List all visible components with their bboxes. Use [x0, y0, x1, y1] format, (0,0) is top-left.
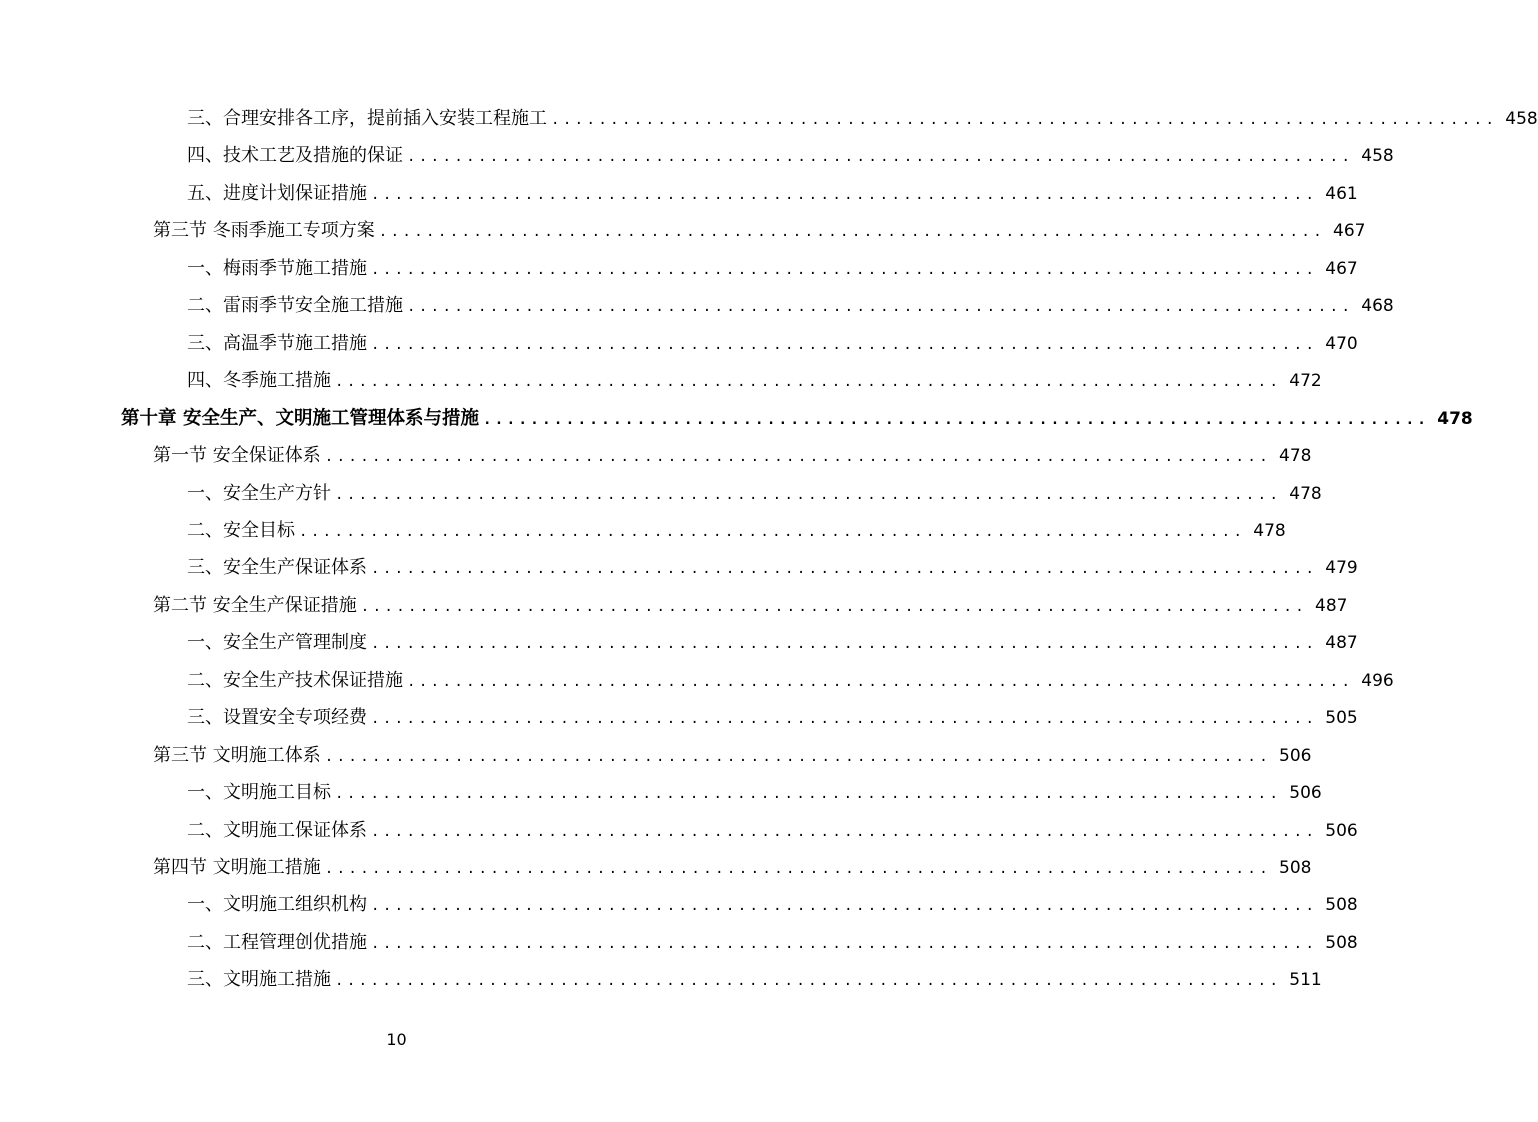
toc-dot-leader: ................................................................................	[371, 935, 1318, 952]
toc-entry-page: 478	[1279, 446, 1312, 467]
toc-entry-page: 508	[1325, 895, 1358, 916]
toc-entry-page: 505	[1325, 708, 1358, 729]
toc-entry-title: 二、文明施工保证体系	[187, 819, 367, 841]
toc-dot-leader: ................................................................................	[371, 336, 1318, 353]
toc-dot-leader: ................................................................................	[371, 261, 1318, 278]
toc-entry[interactable]	[187, 965, 1322, 995]
toc-dot-leader: ................................................................................	[482, 411, 1430, 428]
toc-entry-title: 四、冬季施工措施	[187, 370, 331, 392]
toc-entry-page: 487	[1315, 595, 1348, 616]
toc-entry[interactable]	[153, 853, 1312, 883]
toc-entry-title: 三、高温季节施工措施	[187, 332, 367, 354]
toc-entry-title: 二、安全生产技术保证措施	[187, 669, 403, 691]
toc-entry[interactable]	[187, 628, 1358, 658]
toc-entry-page: 506	[1279, 745, 1312, 766]
toc-entry[interactable]	[187, 928, 1358, 958]
toc-entry-page: 461	[1325, 183, 1358, 204]
toc-entry-title: 二、安全目标	[187, 519, 295, 541]
page-number: 10	[386, 1030, 407, 1049]
toc-entry-page: 478	[1253, 520, 1286, 541]
toc-entry[interactable]	[187, 816, 1358, 846]
toc-entry-title: 第四节 文明施工措施	[153, 857, 321, 878]
toc-entry-title: 三、设置安全专项经费	[187, 707, 367, 729]
toc-entry-title: 一、安全生产方针	[187, 482, 331, 504]
toc-entry-title: 一、安全生产管理制度	[187, 632, 367, 654]
toc-entry[interactable]	[187, 516, 1286, 546]
toc-entry[interactable]	[187, 179, 1358, 209]
toc-entry[interactable]	[187, 104, 1538, 134]
toc-dot-leader: ................................................................................	[324, 861, 1272, 877]
toc-dot-leader: ................................................................................	[407, 299, 1354, 316]
toc-entry[interactable]	[187, 479, 1322, 509]
toc-entry-title: 三、安全生产保证体系	[187, 557, 367, 579]
toc-entry-title: 三、文明施工措施	[187, 969, 331, 991]
toc-entry-title: 三、合理安排各工序，提前插入安装工程施工	[187, 108, 547, 129]
toc-entry[interactable]	[187, 254, 1358, 284]
toc-dot-leader: ................................................................................	[335, 973, 1282, 990]
toc-entry-page: 487	[1325, 633, 1358, 654]
toc-entry-page: 479	[1325, 558, 1358, 579]
toc-entry-page: 470	[1325, 333, 1358, 354]
toc-entry-title: 一、文明施工目标	[187, 782, 331, 804]
toc-entry-page: 468	[1361, 296, 1394, 317]
toc-entry[interactable]	[153, 441, 1312, 471]
toc-entry-page: 511	[1289, 970, 1322, 991]
toc-entry[interactable]	[187, 553, 1358, 583]
toc-dot-leader: ................................................................................	[371, 711, 1318, 728]
toc-entry-page: 506	[1325, 820, 1358, 841]
toc-dot-leader: ................................................................................	[551, 112, 1498, 128]
toc-entry[interactable]	[187, 366, 1322, 396]
toc-entry-title: 四、技术工艺及措施的保证	[187, 145, 403, 167]
toc-entry-title: 第三节 文明施工体系	[153, 744, 321, 766]
toc-entry-title: 二、工程管理创优措施	[187, 931, 367, 953]
toc-entry-page: 458	[1361, 146, 1394, 167]
toc-entry[interactable]	[187, 141, 1394, 171]
toc-entry[interactable]	[153, 741, 1312, 771]
toc-entry[interactable]	[153, 216, 1366, 246]
toc-entry-title: 五、进度计划保证措施	[187, 182, 367, 204]
toc-dot-leader: ................................................................................	[299, 523, 1246, 540]
toc-dot-leader: ................................................................................	[378, 224, 1326, 241]
toc-dot-leader: ................................................................................	[407, 149, 1354, 166]
toc-dot-leader: ................................................................................	[335, 786, 1282, 803]
toc-dot-leader: ................................................................................	[335, 486, 1282, 503]
toc-entry-page: 496	[1361, 670, 1394, 691]
toc-entry[interactable]	[187, 890, 1358, 920]
toc-entry-page: 508	[1325, 932, 1358, 953]
toc-entry-title: 二、雷雨季节安全施工措施	[187, 295, 403, 317]
toc-entry[interactable]	[187, 666, 1394, 696]
toc-entry-page: 506	[1289, 783, 1322, 804]
toc-entry[interactable]	[187, 329, 1358, 359]
toc-entry-title: 第三节 冬雨季施工专项方案	[153, 220, 375, 242]
toc-entry[interactable]	[187, 778, 1322, 808]
toc-entry-page: 508	[1279, 858, 1312, 878]
toc-entry[interactable]	[121, 404, 1473, 434]
toc-dot-leader: ................................................................................	[371, 561, 1318, 578]
toc-entry-page: 478	[1289, 483, 1322, 504]
toc-entry-page: 472	[1289, 371, 1322, 392]
toc-dot-leader: ................................................................................	[360, 598, 1308, 615]
toc-entry[interactable]	[187, 291, 1394, 321]
toc-entry[interactable]	[187, 703, 1358, 733]
toc-entry-title: 一、梅雨季节施工措施	[187, 257, 367, 279]
toc-entry-page: 467	[1325, 258, 1358, 279]
toc-entry-title: 第二节 安全生产保证措施	[153, 594, 357, 616]
toc-dot-leader: ................................................................................	[407, 673, 1354, 690]
toc-dot-leader: ................................................................................	[335, 374, 1282, 391]
toc-entry-page: 467	[1333, 221, 1366, 242]
toc-dot-leader: ................................................................................	[371, 636, 1318, 653]
toc-entry-title: 第十章 安全生产、文明施工管理体系与措施	[121, 407, 479, 429]
toc-entry[interactable]	[153, 591, 1348, 621]
toc-dot-leader: ................................................................................	[324, 449, 1272, 466]
toc-dot-leader: ................................................................................	[371, 186, 1318, 203]
toc-dot-leader: ................................................................................	[371, 823, 1318, 840]
toc-entry-title: 第一节 安全保证体系	[153, 445, 321, 467]
toc-entry-title: 一、文明施工组织机构	[187, 894, 367, 916]
toc-dot-leader: ................................................................................	[371, 898, 1318, 915]
toc-entry-page: 458	[1505, 109, 1538, 129]
toc-entry-page: 478	[1437, 408, 1473, 429]
toc-dot-leader: ................................................................................	[324, 748, 1272, 765]
